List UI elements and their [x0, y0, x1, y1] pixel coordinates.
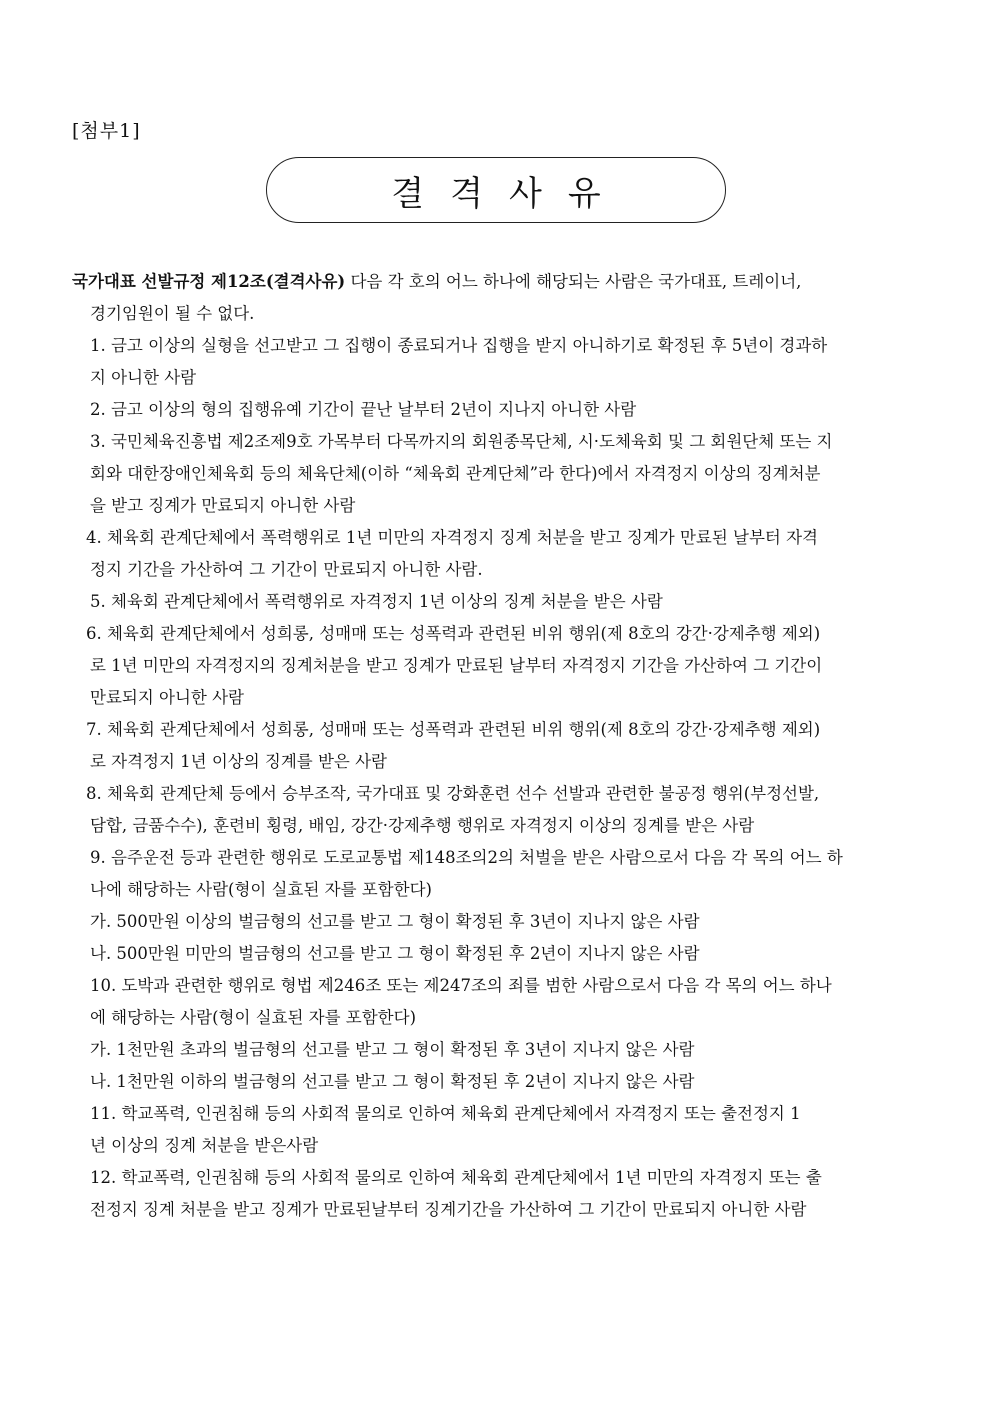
list-item-continuation: 나에 해당하는 사람(형이 실효된 자를 포함한다) — [90, 880, 432, 899]
page-title: 결격사유 — [391, 173, 627, 214]
list-item-continuation: 정지 기간을 가산하여 그 기간이 만료되지 아니한 사람. — [90, 560, 483, 579]
list-item: 9. 음주운전 등과 관련한 행위로 도로교통법 제148조의2의 처벌을 받은 사람으로서 다음 각 목의 어느 하 — [90, 848, 843, 867]
list-item: 나. 1천만원 이하의 벌금형의 선고를 받고 그 형이 확정된 후 2년이 지나지 않은 사람 — [90, 1072, 695, 1091]
list-item-continuation: 담합, 금품수수), 훈련비 횡령, 배임, 강간·강제추행 행위로 자격정지 이상의 징계를 받은 사람 — [90, 816, 755, 835]
attachment-label: [첨부1] — [72, 120, 141, 142]
title-box — [266, 157, 726, 223]
intro-line-2: 경기임원이 될 수 없다. — [90, 304, 255, 323]
list-item-continuation: 로 자격정지 1년 이상의 징계를 받은 사람 — [90, 752, 387, 771]
list-item-continuation: 년 이상의 징계 처분을 받은사람 — [90, 1136, 319, 1155]
list-item: 12. 학교폭력, 인권침해 등의 사회적 물의로 인하여 체육회 관계단체에서 1년 미만의 자격정지 또는 출 — [90, 1168, 822, 1187]
list-item: 나. 500만원 미만의 벌금형의 선고를 받고 그 형이 확정된 후 2년이 지나지 않은 사람 — [90, 944, 700, 963]
list-item-continuation: 만료되지 아니한 사람 — [90, 688, 244, 707]
list-item: 8. 체육회 관계단체 등에서 승부조작, 국가대표 및 강화훈련 선수 선발과 관련한 불공정 행위(부정선발, — [86, 784, 820, 803]
list-item: 가. 500만원 이상의 벌금형의 선고를 받고 그 형이 확정된 후 3년이 지나지 않은 사람 — [90, 912, 700, 931]
list-item: 10. 도박과 관련한 행위로 형법 제246조 또는 제247조의 죄를 범한 사람으로서 다음 각 목의 어느 하나 — [90, 976, 832, 995]
list-item: 4. 체육회 관계단체에서 폭력행위로 1년 미만의 자격정지 징계 처분을 받고 징계가 만료된 날부터 자격 — [86, 528, 818, 547]
list-item: 5. 체육회 관계단체에서 폭력행위로 자격정지 1년 이상의 징계 처분을 받은 사람 — [90, 592, 663, 611]
list-item-continuation: 에 해당하는 사람(형이 실효된 자를 포함한다) — [90, 1008, 417, 1027]
list-item: 11. 학교폭력, 인권침해 등의 사회적 물의로 인하여 체육회 관계단체에서 자격정지 또는 출전정지 1 — [90, 1104, 801, 1123]
list-item: 1. 금고 이상의 실형을 선고받고 그 집행이 종료되거나 집행을 받지 아니하기로 확정된 후 5년이 경과하 — [90, 336, 828, 355]
intro-heading: 국가대표 선발규정 제12조(결격사유) — [72, 272, 346, 291]
list-item-continuation: 지 아니한 사람 — [90, 368, 197, 387]
list-item: 7. 체육회 관계단체에서 성희롱, 성매매 또는 성폭력과 관련된 비위 행위(제 8호의 강간·강제추행 제외) — [86, 720, 821, 739]
list-item-continuation: 회와 대한장애인체육회 등의 체육단체(이하 “체육회 관계단체”라 한다)에서 자격정지 이상의 징계처분 — [90, 464, 821, 483]
list-item-continuation: 전정지 징계 처분을 받고 징계가 만료된날부터 징계기간을 가산하여 그 기간이 만료되지 아니한 사람 — [90, 1200, 807, 1219]
list-item: 6. 체육회 관계단체에서 성희롱, 성매매 또는 성폭력과 관련된 비위 행위(제 8호의 강간·강제추행 제외) — [86, 624, 821, 643]
list-item-continuation: 로 1년 미만의 자격정지의 징계처분을 받고 징계가 만료된 날부터 자격정지 기간을 가산하여 그 기간이 — [90, 656, 823, 675]
intro-line-1 — [72, 274, 801, 291]
list-item: 3. 국민체육진흥법 제2조제9호 가목부터 다목까지의 회원종목단체, 시·도체육회 및 그 회원단체 또는 지 — [90, 432, 833, 451]
list-item: 가. 1천만원 초과의 벌금형의 선고를 받고 그 형이 확정된 후 3년이 지나지 않은 사람 — [90, 1040, 695, 1059]
list-item: 2. 금고 이상의 형의 집행유예 기간이 끝난 날부터 2년이 지나지 아니한 사람 — [90, 400, 637, 419]
intro-text: 다음 각 호의 어느 하나에 해당되는 사람은 국가대표, 트레이너, — [345, 272, 802, 291]
list-item-continuation: 을 받고 징계가 만료되지 아니한 사람 — [90, 496, 356, 515]
